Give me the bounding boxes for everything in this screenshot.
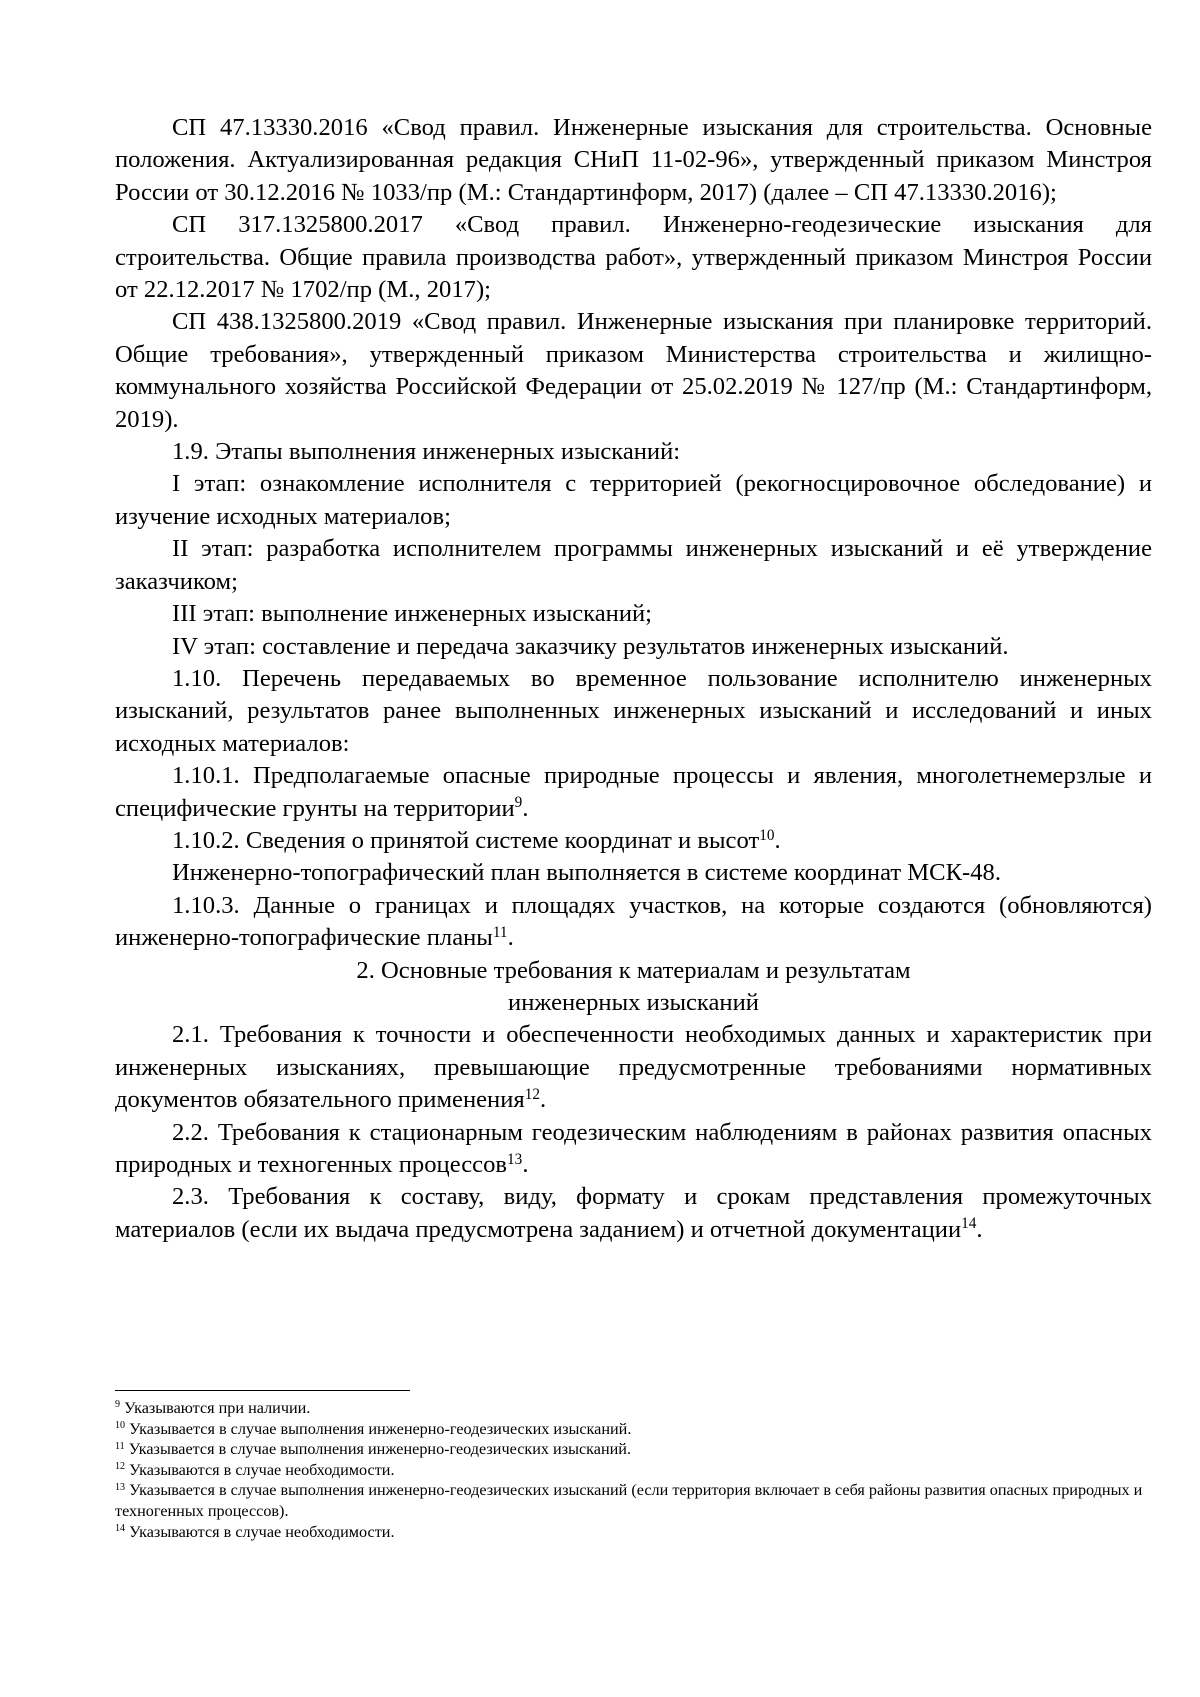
footnote-text: Указывается в случае выполнения инженерно-геодезических изысканий. (125, 1419, 632, 1438)
paragraph-text: СП 47.13330.2016 «Свод правил. Инженерные изыскания для строительства. Основные положения. Актуализированная редакция СНиП 11-02-96», утвержденный приказом Минстроя России от 30.12.2016 № 1033/пр (М.: Стандартинформ, 2017) (далее – СП 47.13330.2016); (115, 114, 1152, 206)
footnote-number: 10 (115, 1420, 126, 1432)
paragraph-text: 1.10. Перечень передаваемых во временное пользование исполнителю инженерных изысканий, результатов ранее выполненных инженерных изысканий и исследований и иных исходных материалов: (115, 664, 1152, 757)
paragraph-text: 2.2. Требования к стационарным геодезическим наблюдениям в районах развития опасных природных и техногенных процессов (115, 1118, 1152, 1178)
paragraph-2-3 (115, 1181, 1152, 1246)
footnote-number: 11 (115, 1440, 125, 1452)
paragraph-text: 1.10.1. Предполагаемые опасные природные процессы и явления, многолетнемерзлые и специфические грунты на территории (115, 762, 1152, 822)
paragraph-stage-4 (115, 631, 1152, 663)
paragraph-text: 1.10.2. Сведения о принятой системе координат и высот (172, 826, 760, 854)
paragraph-text: IV этап: составление и передача заказчику результатов инженерных изысканий. (172, 632, 1009, 660)
paragraph-end-punct: . (774, 826, 781, 854)
footnote-text: Указываются в случае необходимости. (125, 1522, 395, 1541)
paragraph-text: 1.10.3. Данные о границах и площадях участков, на которые создаются (обновляются) инженерно-топографические планы (115, 891, 1152, 952)
footnote-text: Указываются при наличии. (120, 1399, 311, 1417)
section-heading (115, 955, 1152, 1020)
footnote-ref[interactable]: 12 (524, 1085, 540, 1103)
paragraph-2-2 (115, 1117, 1152, 1182)
paragraph-1-10-2 (115, 825, 1152, 857)
paragraph-end-punct: . (976, 1215, 983, 1243)
footnote-ref[interactable]: 13 (507, 1150, 523, 1168)
paragraph-1-10-3 (115, 890, 1152, 955)
paragraph-1-9 (115, 436, 1152, 468)
paragraph-text: 1.9. Этапы выполнения инженерных изысканий: (172, 438, 681, 466)
footnote-ref[interactable]: 9 (514, 794, 523, 812)
document-body (115, 112, 1152, 1246)
paragraph-coordinate-system (115, 857, 1152, 889)
footnote-text: Указывается в случае выполнения инженерно-геодезических изысканий (если территория включает в себя районы развития опасных природных и техногенных процессов). (115, 1481, 1143, 1520)
footnotes-section (115, 1398, 1152, 1542)
section-heading-line-1: 2. Основные требования к материалам и результатам (356, 956, 911, 984)
paragraph-text: 2.1. Требования к точности и обеспеченности необходимых данных и характеристик при инженерных изысканиях, превышающие предусмотренные требованиями нормативных документов обязательного применения (115, 1021, 1152, 1114)
footnote-number: 9 (115, 1399, 121, 1411)
footnote-ref[interactable]: 10 (759, 826, 775, 844)
footnote-10 (115, 1419, 1152, 1440)
footnote-13 (115, 1480, 1152, 1521)
paragraph-text: III этап: выполнение инженерных изысканий; (172, 600, 653, 628)
paragraph-text: СП 317.1325800.2017 «Свод правил. Инженерно-геодезические изыскания для строительства. Общие правила производства работ», утвержденный приказом Минстроя России от 22.12.2017 № 1702/пр (М., 2017); (115, 211, 1152, 304)
footnote-number: 13 (115, 1481, 126, 1493)
section-heading-line-2: инженерных изысканий (508, 988, 759, 1016)
paragraph-text: Инженерно-топографический план выполняется в системе координат МСК-48. (172, 859, 1001, 887)
footnote-12 (115, 1460, 1152, 1481)
paragraph-end-punct: . (522, 794, 529, 822)
footnote-11 (115, 1439, 1152, 1460)
footnote-text: Указываются в случае необходимости. (125, 1460, 395, 1479)
paragraph-stage-1 (115, 468, 1152, 533)
paragraph-end-punct: . (507, 924, 514, 952)
paragraph-1-10 (115, 663, 1152, 760)
paragraph-sp-47 (115, 112, 1152, 209)
paragraph-sp-438 (115, 306, 1152, 436)
footnote-text: Указывается в случае выполнения инженерно-геодезических изысканий. (124, 1440, 632, 1459)
paragraph-text: I этап: ознакомление исполнителя с территорией (рекогносцировочное обследование) и изучение исходных материалов; (115, 470, 1152, 530)
footnote-separator (115, 1390, 410, 1391)
footnote-number: 14 (115, 1523, 126, 1535)
paragraph-text: II этап: разработка исполнителем программы инженерных изысканий и её утверждение заказчиком; (115, 535, 1152, 595)
paragraph-stage-2 (115, 533, 1152, 598)
footnote-14 (115, 1522, 1152, 1543)
paragraph-end-punct: . (522, 1151, 529, 1178)
footnote-ref[interactable]: 11 (492, 923, 508, 941)
paragraph-1-10-1 (115, 760, 1152, 825)
paragraph-stage-3 (115, 598, 1152, 630)
paragraph-text: СП 438.1325800.2019 «Свод правил. Инженерные изыскания при планировке территорий. Общие требования», утвержденный приказом Министерства строительства и жилищно-коммунального хозяйства Российской Федерации от 25.02.2019 № 127/пр (М.: Стандартинформ, 2019). (115, 308, 1152, 433)
paragraph-sp-317 (115, 209, 1152, 306)
paragraph-text: 2.3. Требования к составу, виду, формату и срокам представления промежуточных материалов (если их выдача предусмотрена заданием) и отчетной документации (115, 1183, 1152, 1243)
paragraph-2-1 (115, 1019, 1152, 1116)
footnote-ref[interactable]: 14 (961, 1215, 977, 1233)
footnote-9 (115, 1398, 1152, 1419)
paragraph-end-punct: . (539, 1086, 547, 1114)
footnote-number: 12 (115, 1461, 126, 1473)
